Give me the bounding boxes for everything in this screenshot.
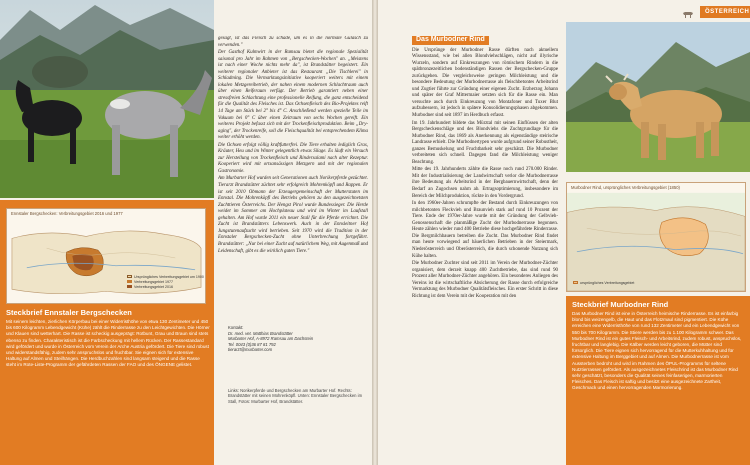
ennstaler-profile-title: Steckbrief Ennstaler Bergschecken [6, 308, 132, 317]
contact-email[interactable]: tierarzt@murbarter.com [228, 347, 273, 353]
left-page [0, 0, 372, 465]
right-paragraph-4: In den 1960er-Jahren schrumpfte der Bestand durch Einkreuzungen von milchbetonten Fleckvieh und Braunvieh stark auf rund 10 Prozent der Tiere. Ende der 1970er-Jahre wurde mit der Gründung der Gelbvieh-Genossenschaft die planmäßige Zucht der Murbodnerrasse begonnen. Heute zählen wieder rund 400 Betriebe diese hochgefährdete Rinderrasse. Die Bergmilchbauern betreiben die Zucht. Das Murbodner Rind findet man heute vorwiegend auf bäuerlichen Betrieben in der Steiermark, Niederösterreich und Oberösterreich, die durch schonende Nutzung sich Kühe halten. [412, 201, 558, 259]
right-article-column [412, 36, 558, 462]
murbodner-profile-title: Steckbrief Murbodner Rind [572, 300, 669, 309]
cow-icon [682, 6, 694, 16]
map-title: Murbodner Rind, ursprüngliches Verbreitungsgebiet (1850) [571, 185, 680, 190]
contact-line-1: Dr. med. vet. Matthias Brandstätter [228, 330, 293, 336]
legend-item-1: Ursprüngliches Verbreitungsgebiet um 1900 [127, 275, 205, 280]
ennstaler-profile-text [6, 308, 210, 369]
horses-photo [0, 0, 214, 198]
left-article-column [218, 36, 368, 316]
map-title: Ennstaler Bergschecken: Verbreitungsgebiet 2016 und 1977 [11, 211, 123, 216]
map-legend: ursprüngliches Verbreitungsgebiet [573, 281, 634, 286]
country-tab-right: ÖSTERREICH [700, 6, 750, 18]
contact-heading: Kontakt: [228, 325, 244, 330]
right-page [378, 0, 750, 465]
right-paragraph-5: Die Murbodner Zuchter sind seit 2011 im Verein der Murbodner-Züchter organisiert, dem derzeit knapp 400 Zuchtbetriebe, das sind rund 90 Prozent aller Murbodner-Züchter angehören. Ein besonderes Anliegen des Vereins ist die wirtschaftliche Absicherung der Rasse durch erfolgreiche Vermarktung des Murbodner Qualitätsfleisches. Ein erster Schritt in diese Richtung ist dem Verein mit der Kooperation mit den [412, 261, 558, 299]
murbodner-profile-body: Das Murbodner Rind ist eine in Österreich heimische Rinderrasse. Es ist einfarbig blond bis weizengelb, die Haut und das Flotzmaul sind pigmentiert. Die Kühe erreichen eine Widerristhöhe von rund 132 Zentimeter und ein Lebendgewicht von 550 bis 700 Kilogramm. Die Stiere werden bis zu 1.100 Kilogramm schwer. Das Murbodner Rind ist ein gutes Fleisch- und Arbeitsrind, zudem robust, anspruchslos, fruchtbar und langlebig. Die Kälber werden leicht geboren, die Mütter sind fürsorglich. Die Tiere eignen sich hervorragend für die Mutterkuhhaltung und für extensive Haltung im Berggebiet und auf Almen. Die Murbodnerrasse ist vom Aussterben bedroht und wird im Rahmen des ÖPUL-Programms für seltene Nutztierrassen gefördert. Als ausgezeichnetes Fleischrind ist das Murbodner Rind sehr geschätzt, besonders die Qualität seines feinfaserigen, marmorierten Fleisches. Das Fleisch ist saftig und besitzt eine ausgezeichnete Zartheit, Geschmack und einen hervorragenden Marmorierung. [572, 311, 742, 391]
legend-item-3: Verbreitungsgebiet 2016 [127, 285, 205, 290]
contact-line-3: Tel. 0043 (0)36 87 81 792 [228, 341, 276, 347]
murbodner-cow-photo [566, 22, 750, 172]
right-paragraph-1: Die Ursprünge der Murbodner Rasse dürften nach aktuellem Wissensstand, wie bei allen Blondviehschlägen, nicht auf illyrische Wurzeln, sondern auf Einkreuzungen von römischem Rindern in die spätbronzezeitlichen bodenständigen Rassen der Bergschecken-Gruppe zurückgehen. Die vergleichsweise geringen Milchleistung und die besondere Bedeutung der Murbodnerrasse als fleischbetontes Arbeitsrind und Zugtier führte zur Gründung einer eigenen Zucht. Erzherzog Johann und später der Graf Mittermaier setzten sich für die Rasse ein. Man versuchte auch durch Einkreuzung von Montafoner und Tuxer Blut aufzubessern, ist jedoch in spätere Konsolidierungsphasen abgekommen. Murbodner sind seit 1897 im Herdbuch erfasst. [412, 47, 558, 119]
murbodner-distribution-map [566, 182, 746, 292]
left-paragraph-1: gesagt, ist das Fleisch zu schade, um es in die normale Gulasch zu verwenden." [218, 36, 368, 48]
ennstaler-distribution-map [6, 208, 206, 304]
contact-block [228, 325, 366, 353]
right-paragraph-3: Mitte des 19. Jahrhunderts zählte die Rasse noch rund 270.000 Rinder. Mit der Industrialisierung der Landwirtschaft verlor die Murbodnerrasse ihre Bedeutung als Arbeitsrind in der Bergbauernwirtschaft, denn der Bedarf an Zugochsen nahm ab. Ertragsoptimierung, insbesondere im Bereich der Milchproduktion, rückte in den Vordergrund. [412, 167, 558, 199]
photo-caption: Links: Norikerpferde und Bergschecken am Murbarter Hof. Rechts: Brandstätter mit seinen Mohrenköpfl. Unten: Ennstaler Bergschecken im Stall, Fotos: Murbarter Hof, Brandstätter. [228, 388, 363, 404]
contact-line-2: Murbarter Hof, A-8972 Ramsau am Dachstein [228, 336, 314, 342]
legend-item-2: Verbreitungsgebiet 1977 [127, 280, 205, 285]
left-paragraph-2: Der Gasthof Kulmwirt in der Ramsau bietet die regionale Spezialität saisonal pro Jahr im Rahmen von „Bergschecken-Wochen" an. „Meistens ist nach einer Woche nichts mehr da", ist Brandstätter begeistert. Ein weiterer regionaler Anbieter ist das Restaurant „Die Tischlerei" in Schladming. Die Vermarktungsinitiative kooperiert weiters mit einem lokalen Metzgereibetrieb, der nahen einem modernen Schlachtraum auch über einen Reiferaum verfügt. Der Betrieb garantiert neben einer stressfreien Schlachtung eine professionelle Reifung, die ganz entscheidend für die Qualität des Fleisches ist. Das Ochsenfleisch des Bio-Projektes reift 14 Tage am Stück bei 2° bis 4° C. Anschließend werden spezielle Teile im Vakuum bei 0° C über einen Zeitraum von sechs Wochen gereift. Ein weiteres Projekt befasst sich mit der Trockenfleischproduktion. Beim „Dry-aging", der Trockenreife, soll die Fleischqualität bei entsprechendem Klima weiter erhöht werden. [218, 50, 368, 141]
right-paragraph-2: Im 19. Jahrhundert bildete das Mürztal mit seinen Einflüssen der alten Bergscheckenschläge und des Blondviehs die Zuchtgrundlage für die Murbodner Rind, das 1869 als Anerkennung als eigenständige steirische Landrasse erhielt. Die Murbodnertypen wurde aufgrund seiner Robustheit, ganzes Bemuskelung und Fruchtbarkeit sehr geschätzt. Die Murbodner verbreiteten sich schnell. Dagegen fand die Milchleistung weniger Beachtung. [412, 120, 558, 165]
section-title: Das Murbodner Rind [412, 36, 489, 45]
left-paragraph-4: Am Murbarter Hof wurden seit Generationen auch Norikerpferde gezüchtet. Tierarzt Brandstätter züchtet sehr erfolgreich Mohrenköpfl und Rappen. Er ist seit 2010 Obmann der Erzeugergemeinschaft der Mutterstuten im Ennstal. Die Mohrenköpfl des Betriebs gehören zu den ausgezeichnetsten Zuchttieren Österreichs. Der Hengst Pirol wurde Bundessieger. Die Herde weidet im Sommer am Hochplateau und wird im Winter im Laufstall gehalten. Am Hof wurde 2011 ein neuer Stall für die Pferde errichtet. Die Zucht ist Brandstätters Lebenswerk. Auch in der Ennsleitner Hof Jungstutenaufzucht wird betrieben. Seit 1970 wird die Tradition in der Ennstaler Bergschecken-Zucht ohne Unterbrechung fortgeführt. Brandstätter: „Nur bei einer Zucht auf natürlichem Weg, mit Augenmaß und Leidenschaft, gibt es die wirklich guten Tiere." [218, 176, 368, 254]
murbodner-profile-box [566, 296, 750, 465]
ennstaler-profile-body: Mit seinem leichten, zierlichen Körperbau bei einer Widerristhöhe von etwa 130 Zentimeter und 450 bis 600 Kilogramm Lebendgewicht (Kühe) zählt die Rinderrasse zu den Leichtgewichten. Die Hörner und Klauen sind wetterhart. Die Rasse ist scheckig ausgeprägt: Rotbunt, Grau und Braun sind stets ebenso zu finden. Charakteristisch ist die Farbscheckung mit hellem Rücken. Der Rassestandard wird gefördert und wurde in Österreich vom Verein der Arche Austria gefördert. Die Tiere sind robust und widerstandsfähig, zudem sehr anspruchslos und fruchtbar. Sie eignen sich für extensive Haltung auf Almen und Steilhängen. Die Herdbuchzahlen sind langsam steigend und die Rasse steht im Rote-Liste-Programm der gefährdeten Rassen der FAO und des ÖNGENE gelistet. [6, 319, 210, 368]
left-paragraph-3: Die Ochsen erfolgt völlig kraftfutterfrei. Die Tiere erhalten lediglich Gras, Kräuter, Heu und im Winter gelegentlich etwas Silage. Es läuft ein Versuch zur Herstellung von Trockenfleisch und Rindersalami nach alter Rezeptur. Kooperiert wird mit ortsansässigen Metzgern und mit der regionalen Gastronomie. [218, 142, 368, 174]
